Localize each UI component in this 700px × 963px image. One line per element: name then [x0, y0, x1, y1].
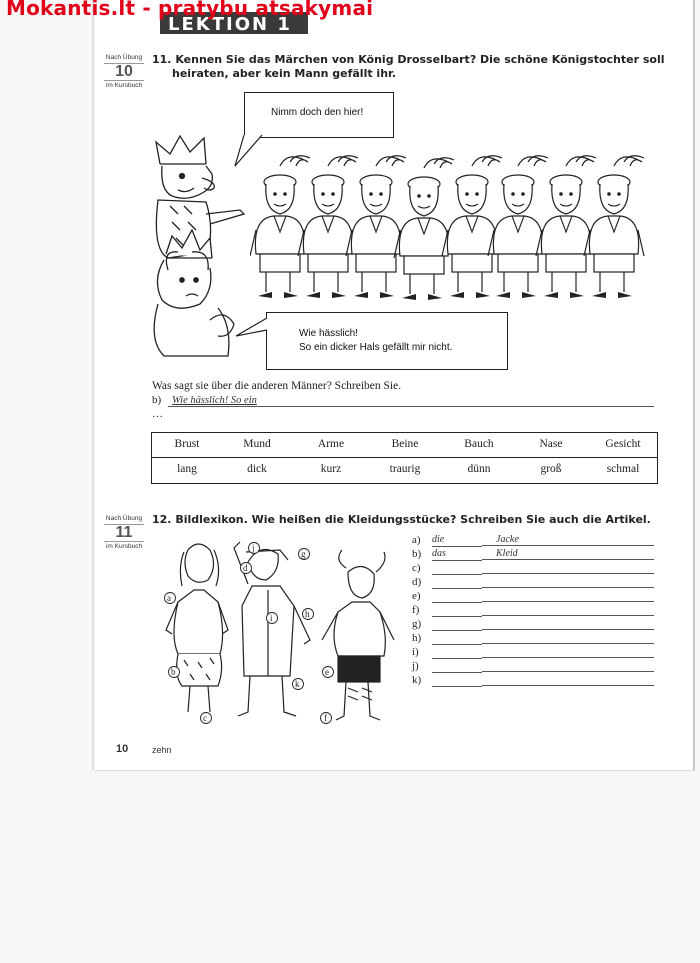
- figure-marker-c: c: [203, 713, 207, 723]
- lektion-header: LEKTION 1: [160, 12, 308, 34]
- figure-marker-d: d: [243, 563, 248, 573]
- noun-field[interactable]: [482, 632, 654, 644]
- table-cell: Beine: [391, 438, 419, 450]
- figure-marker-f: f: [324, 713, 327, 723]
- article-field[interactable]: [432, 576, 482, 589]
- table-cell: dünn: [467, 463, 491, 475]
- table-cell: traurig: [389, 463, 421, 475]
- ex12-kursbuch-ref: [104, 515, 144, 551]
- answer-label: k): [412, 674, 422, 686]
- answer-label: d): [412, 576, 422, 588]
- ex11-answer-b-line: [168, 406, 654, 407]
- princess-speech-text: [299, 327, 452, 355]
- article-field[interactable]: [432, 604, 482, 617]
- clothing-figures-illustration: [148, 536, 408, 736]
- figure-marker-g: g: [301, 549, 306, 559]
- ex11-ellipsis: …: [152, 408, 163, 420]
- article-field[interactable]: [432, 590, 482, 603]
- king-and-princess-illustration: [148, 130, 248, 360]
- answer-label: a): [412, 534, 421, 546]
- noun-field[interactable]: [482, 576, 654, 588]
- article-field[interactable]: [432, 660, 482, 673]
- table-cell: Brust: [174, 438, 200, 450]
- answer-label: f): [412, 604, 420, 616]
- ex11-title-line1: 11. Kennen Sie das Märchen von König Drosselbart? Die schöne Königstochter soll: [152, 53, 665, 66]
- ex11-answer-b-text[interactable]: Wie hässlich! So ein: [172, 395, 257, 406]
- answer-label: g): [412, 618, 422, 630]
- article-field[interactable]: [432, 618, 482, 631]
- page-number-word: zehn: [152, 745, 172, 755]
- princess-speech-bubble: [266, 312, 508, 370]
- noun-field[interactable]: [482, 646, 654, 658]
- ex12-title: 12. Bildlexikon. Wie heißen die Kleidungsstücke? Schreiben Sie auch die Artikel.: [152, 513, 651, 526]
- article-field[interactable]: [432, 646, 482, 659]
- noun-field[interactable]: [482, 660, 654, 672]
- ref-bottom: im Kursbuch: [105, 82, 143, 89]
- ex11-title-line2: heiraten, aber kein Mann gefällt ihr.: [172, 67, 397, 80]
- king-speech-text: Nimm doch den hier!: [271, 107, 364, 118]
- ref-bottom: im Kursbuch: [105, 543, 143, 550]
- article-field[interactable]: [432, 674, 482, 687]
- figure-marker-a: a: [167, 593, 171, 603]
- table-cell: kurz: [320, 463, 342, 475]
- table-row-nouns: [152, 433, 657, 458]
- figure-marker-j: j: [252, 543, 255, 553]
- princess-speech-line2: So ein dicker Hals gefällt mir nicht.: [299, 342, 453, 353]
- article-field[interactable]: [432, 562, 482, 575]
- ref-number: 10: [104, 63, 144, 81]
- table-cell: Nase: [539, 438, 563, 450]
- answer-label: b): [412, 548, 422, 560]
- ex11-kursbuch-ref: [104, 54, 144, 90]
- article-field[interactable]: [432, 632, 482, 645]
- noun-field[interactable]: Jacke: [482, 534, 654, 546]
- body-parts-adjectives-table: [151, 432, 658, 484]
- table-cell: Bauch: [464, 438, 494, 450]
- watermark: Mokantis.lt - pratybu atsakymai: [6, 0, 374, 20]
- ref-top: Nach Übung: [105, 515, 143, 522]
- figure-marker-h: h: [305, 609, 310, 619]
- table-cell: dick: [247, 463, 267, 475]
- noun-field[interactable]: [482, 562, 654, 574]
- article-field[interactable]: das: [432, 548, 482, 561]
- king-speech-bubble: [244, 92, 394, 138]
- noun-field[interactable]: [482, 674, 654, 686]
- ref-number: 11: [104, 524, 144, 542]
- table-cell: Mund: [243, 438, 271, 450]
- suitors-illustration: [250, 148, 650, 300]
- ex11-title: [152, 53, 665, 81]
- ex11-answer-b-label: b): [152, 394, 162, 406]
- answer-label: j): [412, 660, 419, 672]
- figure-marker-e: e: [325, 667, 329, 677]
- table-cell: schmal: [606, 463, 640, 475]
- table-cell: Arme: [317, 438, 345, 450]
- ex11-question: Was sagt sie über die anderen Männer? Schreiben Sie.: [152, 380, 402, 392]
- noun-field[interactable]: [482, 590, 654, 602]
- noun-field[interactable]: Kleid: [482, 548, 654, 560]
- table-row-adjectives: [152, 458, 657, 482]
- princess-speech-line1: Wie hässlich!: [299, 328, 358, 339]
- answer-label: e): [412, 590, 421, 602]
- table-cell: Gesicht: [605, 438, 641, 450]
- ref-top: Nach Übung: [105, 54, 143, 61]
- noun-field[interactable]: [482, 604, 654, 616]
- figure-marker-i: i: [270, 613, 273, 623]
- table-cell: lang: [177, 463, 197, 475]
- noun-field[interactable]: [482, 618, 654, 630]
- answer-label: h): [412, 632, 422, 644]
- page-number: 10: [116, 743, 129, 755]
- table-cell: groß: [540, 463, 562, 475]
- figure-marker-k: k: [295, 679, 300, 689]
- article-field[interactable]: die: [432, 534, 482, 547]
- figure-marker-b: b: [171, 667, 176, 677]
- answer-label: c): [412, 562, 421, 574]
- answer-label: i): [412, 646, 419, 658]
